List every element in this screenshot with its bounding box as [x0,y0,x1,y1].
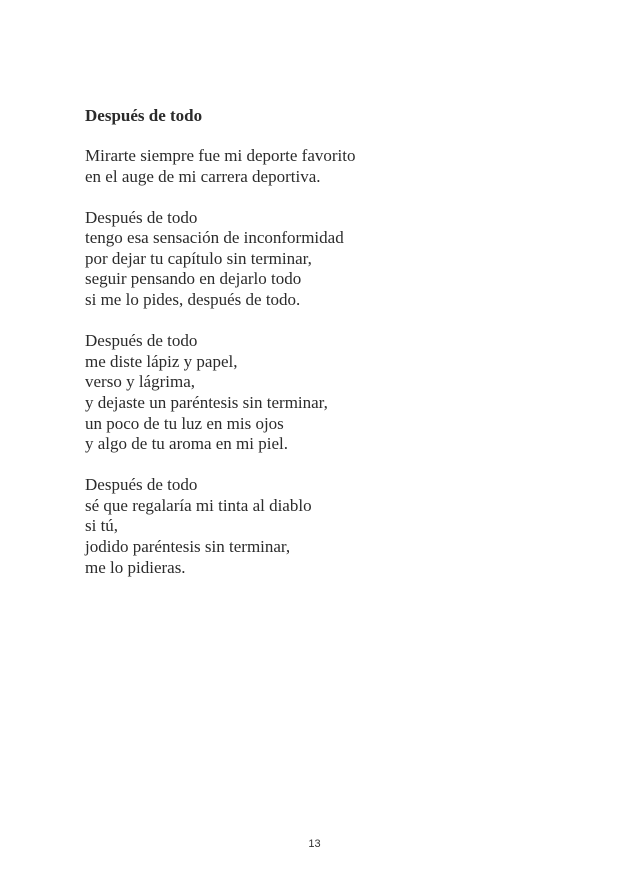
poem-line: y dejaste un paréntesis sin terminar, [85,392,328,412]
poem-line: por dejar tu capítulo sin terminar, [85,248,312,268]
poem-line: sé que regalaría mi tinta al diablo [85,495,312,515]
poem-line: seguir pensando en dejarlo todo [85,269,302,289]
stanza [85,475,565,578]
poem-line: un poco de tu luz en mis ojos [85,413,284,433]
page-number: 13 [308,838,321,850]
poem [85,105,565,599]
poem-line: jodido paréntesis sin terminar, [85,537,291,556]
poem-line: si me lo pides, después de todo. [85,290,301,310]
poem-line: tengo esa sensación de inconformidad [85,228,344,248]
poem-line: Después de todo [85,331,198,351]
poem-line: Después de todo [85,207,198,227]
poem-line: verso y lágrima, [85,372,195,392]
poem-title: Después de todo [85,106,203,125]
poem-line: y algo de tu aroma en mi piel. [85,434,288,454]
poem-line: me diste lápiz y papel, [85,351,238,371]
poem-line: me lo pidieras. [85,557,186,577]
poem-line: en el auge de mi carrera deportiva. [85,166,321,186]
stanza [85,331,565,455]
poem-line: Mirarte siempre fue mi deporte favorito [85,146,356,165]
stanza [85,208,565,311]
poem-line: si tú, [85,516,119,536]
stanza [85,146,565,187]
poem-line: Después de todo [85,475,198,495]
